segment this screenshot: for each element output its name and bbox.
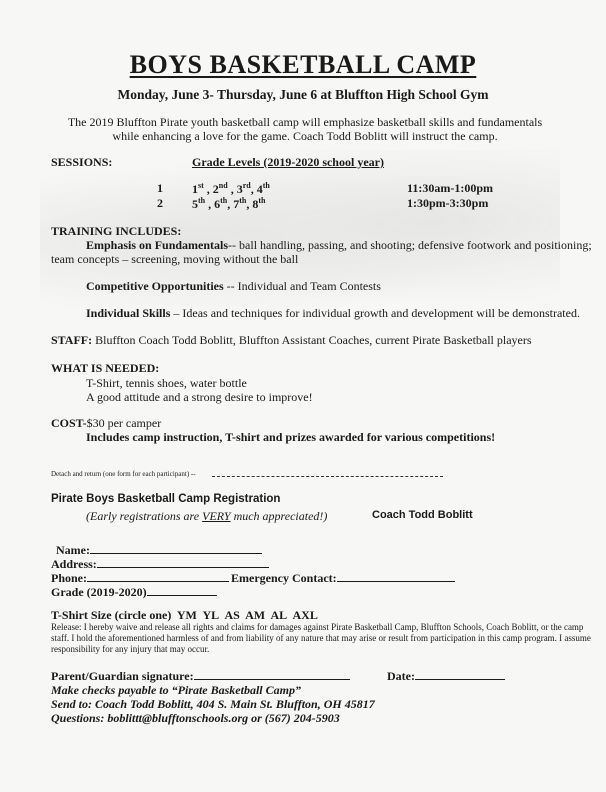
fundamentals-text-continued: team concepts – screening, moving without the ball [51, 252, 299, 266]
early-registration-note [86, 509, 327, 524]
camp-dates-subtitle: Monday, June 3- Thursday, June 6 at Bluffton High School Gym [117, 87, 489, 102]
intro-paragraph: The 2019 Bluffton Pirate youth basketball camp will emphasize basketball skills and fundamentals while enhancing a love for the game. Coach Todd Boblitt will instruct the camp. [67, 115, 543, 143]
session-1-grades: 1st , 2nd , 3rd, 4th [192, 181, 270, 196]
what-is-needed-heading: WHAT IS NEEDED: [51, 361, 160, 375]
individual-skills-line [86, 306, 580, 321]
coach-name: Coach Todd Boblitt [372, 509, 473, 521]
registration-title: Pirate Boys Basketball Camp Registration [51, 493, 281, 505]
emergency-contact-field[interactable] [337, 569, 455, 582]
address-field[interactable] [97, 555, 269, 568]
size-option-am[interactable]: AM [245, 608, 266, 622]
cost-amount: $30 per camper [86, 416, 162, 430]
size-option-yl[interactable]: YL [202, 608, 220, 622]
session-2-number: 2 [157, 196, 163, 210]
tshirt-size-row [51, 608, 318, 623]
detach-line [212, 476, 443, 477]
competitive-text: -- Individual and Team Contests [223, 279, 381, 293]
phone-label: Phone: [51, 571, 87, 585]
early-note-part-2: much appreciated!) [230, 509, 328, 523]
session-2-time: 1:30pm-3:30pm [407, 196, 489, 210]
phone-field[interactable] [87, 569, 229, 582]
parent-signature-row [51, 667, 350, 684]
send-to-line: Send to: Coach Todd Boblitt, 404 S. Main St. Bluffton, OH 45817 [51, 697, 375, 711]
questions-line: Questions: boblittt@blufftonschools.org or (567) 204-5903 [51, 711, 340, 725]
grade-label: Grade (2019-2020) [51, 585, 147, 599]
needed-line-1: T-Shirt, tennis shoes, water bottle [86, 376, 247, 390]
fundamentals-text: -- ball handling, passing, and shooting; defensive footwork and positioning; [228, 238, 592, 252]
size-option-as[interactable]: AS [224, 608, 240, 622]
training-heading: TRAINING INCLUDES: [51, 224, 182, 238]
name-label: Name: [56, 543, 90, 557]
sessions-label: SESSIONS: [51, 155, 113, 169]
cost-label: COST- [51, 416, 87, 430]
session-2-grades: 5th , 6th, 7th, 8th [192, 196, 266, 211]
emergency-contact-label: Emergency Contact: [231, 571, 337, 585]
address-label: Address: [51, 557, 97, 571]
page-title: BOYS BASKETBALL CAMP [129, 50, 477, 79]
individual-skills-label: Individual Skills [86, 306, 171, 320]
size-option-axl[interactable]: AXL [292, 608, 318, 622]
size-option-ym[interactable]: YM [176, 608, 197, 622]
staff-line [51, 333, 532, 348]
session-1-time: 11:30am-1:00pm [407, 181, 493, 195]
needed-line-2: A good attitude and a strong desire to improve! [86, 390, 313, 404]
early-note-part-1: (Early registrations are [86, 509, 203, 523]
tshirt-size-label: T-Shirt Size (circle one) [51, 608, 172, 622]
date-field[interactable] [415, 667, 505, 680]
individual-skills-text: – Ideas and techniques for individual growth and development will be demonstrated. [170, 306, 580, 320]
parent-signature-label: Parent/Guardian signature: [51, 669, 194, 683]
date-label: Date: [387, 669, 415, 683]
staff-text: Bluffton Coach Todd Boblitt, Bluffton Assistant Coaches, current Pirate Basketball players [92, 333, 532, 347]
early-note-very: VERY [202, 509, 231, 523]
date-row [387, 667, 505, 684]
emergency-contact-row [231, 569, 455, 586]
competitive-label: Competitive Opportunities [86, 279, 224, 293]
competitive-line [86, 279, 381, 294]
parent-signature-field[interactable] [194, 667, 350, 680]
size-option-al[interactable]: AL [270, 608, 288, 622]
grade-field-row [51, 583, 217, 600]
fundamentals-line [86, 238, 592, 253]
grade-field[interactable] [147, 583, 217, 596]
checks-payable-line: Make checks payable to “Pirate Basketball Camp” [51, 683, 301, 697]
cost-line [51, 416, 161, 431]
name-field[interactable] [90, 541, 262, 554]
session-1-number: 1 [157, 181, 163, 195]
release-waiver-text: Release: I hereby waive and release all rights and claims for damages against Pirate Basketball Camp, Bluffton Schools, Coach Boblitt, or the camp staff. I hold the aforementioned harmless of and from liability of any nature that may arise or result from participation in this camp program. I assume responsibility for any injury that may occur. [51, 622, 591, 654]
staff-label: STAFF: [51, 333, 93, 347]
fundamentals-label: Emphasis on Fundamentals [86, 238, 229, 252]
grade-levels-header: Grade Levels (2019-2020 school year) [192, 155, 384, 169]
detach-instructions: Detach and return (one form for each participant) -- [51, 470, 196, 478]
cost-includes: Includes camp instruction, T-shirt and prizes awarded for various competitions! [86, 430, 496, 444]
